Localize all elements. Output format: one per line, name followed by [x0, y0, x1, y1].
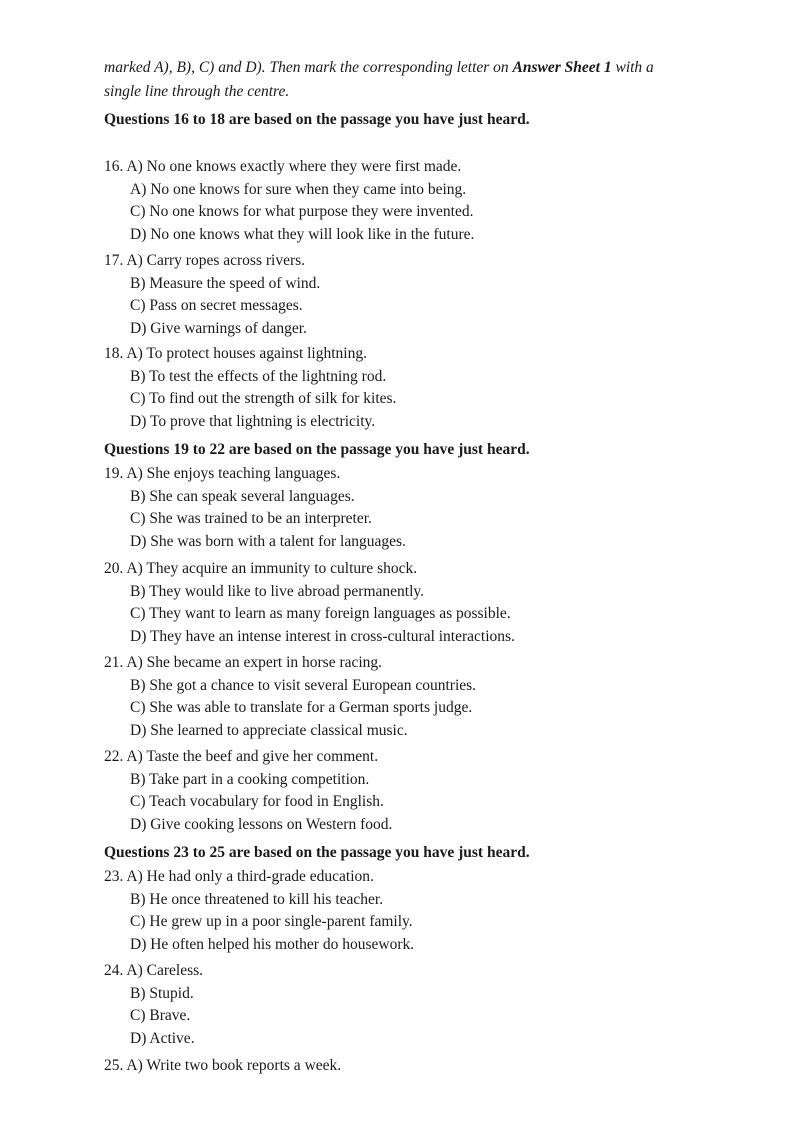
question-22: [104, 746, 744, 836]
option-line: [104, 156, 744, 179]
option-line: B) To test the effects of the lightning rod.: [130, 367, 387, 385]
option-text: A) No one knows exactly where they were first made.: [126, 158, 462, 175]
question-number: 17.: [104, 252, 124, 269]
option-text: A) Taste the beef and give her comment.: [126, 748, 379, 765]
option-line: C) Teach vocabulary for food in English.: [130, 793, 384, 811]
option-line: C) They want to learn as many foreign languages as possible.: [130, 605, 511, 623]
option-line: C) Pass on secret messages.: [130, 297, 303, 315]
question-17: [104, 250, 744, 340]
option-line: D) He often helped his mother do housework.: [130, 935, 415, 953]
question-18: [104, 343, 744, 433]
option-text: A) Carry ropes across rivers.: [126, 252, 306, 269]
option-line: D) She learned to appreciate classical music.: [130, 721, 408, 739]
instructions-text: marked A), B), C) and D). Then mark the corresponding letter on: [104, 59, 513, 76]
question-number: 20.: [104, 560, 124, 577]
section-heading: Questions 23 to 25 are based on the passage you have just heard.: [104, 844, 530, 861]
option-text: A) He had only a third-grade education.: [126, 868, 374, 885]
option-line: [104, 746, 744, 769]
answer-sheet-label: Answer Sheet 1: [512, 59, 612, 76]
option-line: [104, 250, 744, 273]
option-line: [104, 960, 744, 983]
option-line: [104, 463, 744, 486]
instructions-line-2: single line through the centre.: [104, 83, 290, 100]
question-number: 23.: [104, 868, 124, 885]
option-text: A) Write two book reports a week.: [126, 1057, 342, 1074]
option-line: B) Take part in a cooking competition.: [130, 770, 370, 788]
option-text: A) They acquire an immunity to culture shock.: [126, 560, 418, 577]
question-number: 18.: [104, 345, 124, 362]
question-number: 21.: [104, 654, 124, 671]
instructions: [104, 56, 744, 104]
option-line: D) Give cooking lessons on Western food.: [130, 815, 393, 833]
option-text: A) Careless.: [126, 962, 204, 979]
question-20: [104, 558, 744, 648]
question-19: [104, 463, 744, 553]
question-number: 24.: [104, 962, 124, 979]
option-line: B) She got a chance to visit several European countries.: [130, 676, 477, 694]
option-line: C) He grew up in a poor single-parent family.: [130, 913, 413, 931]
option-line: [104, 343, 744, 366]
option-line: B) He once threatened to kill his teacher.: [130, 890, 384, 908]
option-line: D) Active.: [130, 1029, 195, 1047]
question-number: 25.: [104, 1057, 124, 1074]
option-line: C) No one knows for what purpose they were invented.: [130, 203, 474, 221]
option-line: D) They have an intense interest in cross-cultural interactions.: [130, 627, 515, 645]
question-23: [104, 866, 744, 956]
option-line: D) Give warnings of danger.: [130, 319, 307, 337]
question-number: 22.: [104, 748, 124, 765]
option-line: [104, 652, 744, 675]
instructions-text: with a: [611, 59, 654, 76]
option-text: A) To protect houses against lightning.: [126, 345, 367, 362]
option-line: A) No one knows for sure when they came into being.: [130, 180, 467, 198]
option-line: [104, 1055, 744, 1078]
question-25: [104, 1055, 744, 1078]
option-line: B) She can speak several languages.: [130, 487, 355, 505]
question-number: 16.: [104, 158, 124, 175]
instructions-line-1: [104, 56, 744, 80]
question-21: [104, 652, 744, 742]
option-text: A) She enjoys teaching languages.: [126, 465, 341, 482]
section-heading: Questions 19 to 22 are based on the passage you have just heard.: [104, 441, 530, 458]
question-16: [104, 156, 744, 246]
option-line: [104, 558, 744, 581]
option-line: B) Stupid.: [130, 984, 194, 1002]
option-text: A) She became an expert in horse racing.: [126, 654, 383, 671]
option-line: D) She was born with a talent for languages.: [130, 532, 406, 550]
option-line: C) She was able to translate for a German sports judge.: [130, 699, 473, 717]
question-24: [104, 960, 744, 1050]
question-number: 19.: [104, 465, 124, 482]
option-line: [104, 866, 744, 889]
option-line: C) Brave.: [130, 1007, 191, 1025]
section-heading: Questions 16 to 18 are based on the passage you have just heard.: [104, 111, 530, 128]
option-line: B) They would like to live abroad permanently.: [130, 582, 424, 600]
option-line: D) To prove that lightning is electricity.: [130, 412, 376, 430]
option-line: C) She was trained to be an interpreter.: [130, 510, 372, 528]
option-line: C) To find out the strength of silk for kites.: [130, 390, 397, 408]
option-line: D) No one knows what they will look like in the future.: [130, 225, 475, 243]
option-line: B) Measure the speed of wind.: [130, 274, 321, 292]
